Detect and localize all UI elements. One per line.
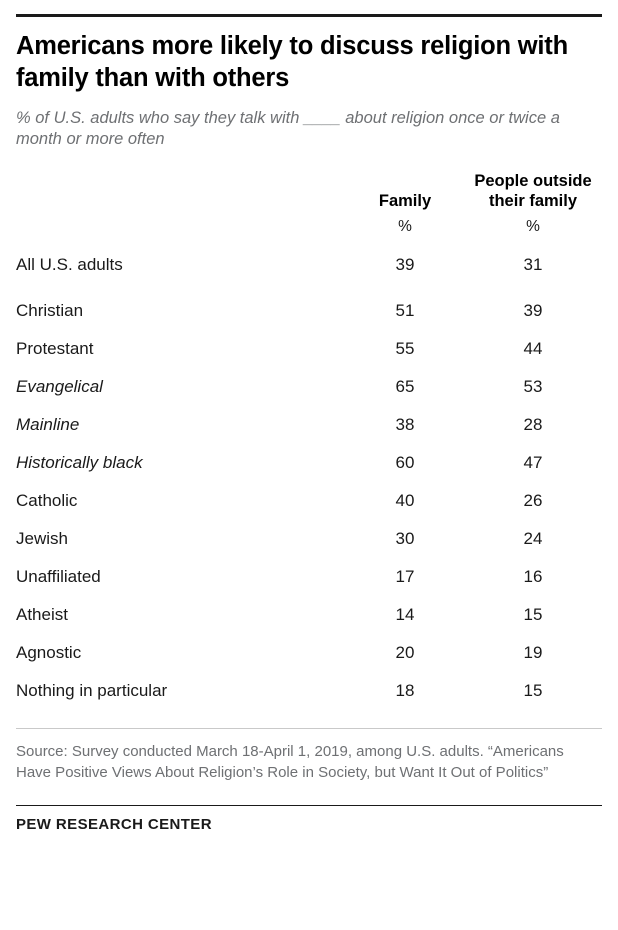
row-label: Evangelical [16,376,103,396]
data-table [16,172,602,710]
row-value-outside: 31 [523,254,543,274]
row-value-family: 17 [395,566,415,586]
row-value-family: 60 [395,452,415,472]
row-value-outside: 15 [523,604,543,624]
row-value-outside: 24 [523,528,543,548]
row-value-outside: 39 [523,300,543,320]
table-row [16,368,602,406]
row-value-family: 38 [395,414,415,434]
row-label: Jewish [16,528,68,548]
chart-subtitle: % of U.S. adults who say they talk with ____ about religion once or twice a month or more often [16,109,560,149]
row-label: Unaffiliated [16,566,101,586]
table-unit-row [16,214,602,246]
row-value-family: 18 [395,680,415,700]
row-value-outside: 47 [523,452,543,472]
row-value-family: 51 [395,300,415,320]
brand-label: PEW RESEARCH CENTER [16,816,212,834]
table-row [16,284,602,330]
unit-blank [16,214,346,246]
row-label: Historically black [16,452,143,472]
row-label: All U.S. adults [16,254,123,274]
table-row [16,558,602,596]
column-header-family: Family [378,191,432,210]
unit-family: % [398,217,412,235]
table-row [16,444,602,482]
table-row [16,406,602,444]
source-note: Source: Survey conducted March 18-April 1, 2019, among U.S. adults. “Americans Have Positive Views About Religion’s Role in Society, but Want It Out of Politics” [16,742,564,782]
row-value-outside: 19 [523,642,543,662]
table-row [16,246,602,284]
row-value-outside: 53 [523,376,543,396]
table-row [16,672,602,710]
row-value-family: 55 [395,338,415,358]
row-value-family: 14 [395,604,415,624]
column-header-outside: People outside their family [474,172,592,210]
column-header-label [16,172,346,214]
table-body [16,246,602,710]
row-label: Christian [16,300,84,320]
row-value-outside: 28 [523,414,543,434]
chart-title: Americans more likely to discuss religion with family than with others [16,32,568,92]
row-value-family: 65 [395,376,415,396]
top-divider [16,14,602,17]
table-row [16,330,602,368]
row-label: Atheist [16,604,68,624]
row-value-outside: 15 [523,680,543,700]
table-row [16,634,602,672]
row-label: Nothing in particular [16,680,168,700]
row-value-outside: 16 [523,566,543,586]
row-value-outside: 26 [523,490,543,510]
chart-card [0,14,618,930]
row-value-family: 40 [395,490,415,510]
table-row [16,520,602,558]
row-label: Agnostic [16,642,82,662]
table-header-row [16,172,602,214]
footer-divider [16,805,602,806]
row-label: Protestant [16,338,94,358]
row-value-family: 39 [395,254,415,274]
row-value-outside: 44 [523,338,543,358]
row-label: Mainline [16,414,80,434]
row-label: Catholic [16,490,78,510]
bottom-divider [16,728,602,729]
unit-outside: % [526,217,540,235]
row-value-family: 20 [395,642,415,662]
table-row [16,482,602,520]
row-value-family: 30 [395,528,415,548]
table-row [16,596,602,634]
